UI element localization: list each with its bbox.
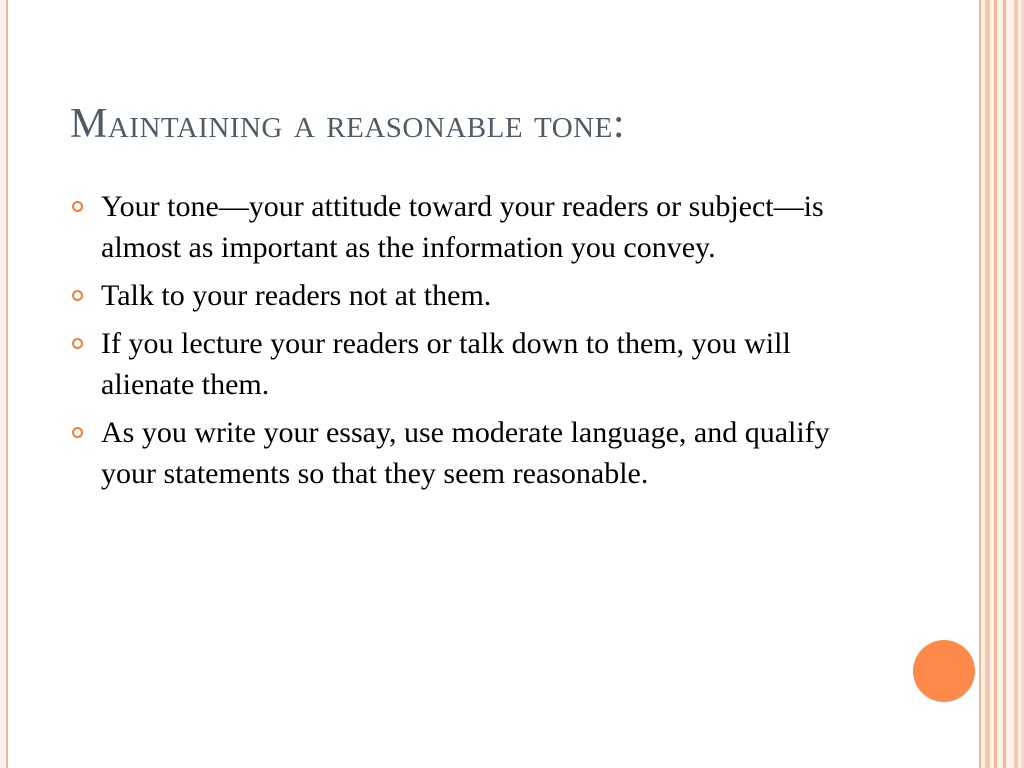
bullet-text: As you write your essay, use moderate language, and qualify your statements so that they seem reasonable.: [101, 416, 830, 490]
bullet-text: If you lecture your readers or talk down to them, you will alienate them.: [101, 327, 791, 401]
bullet-item: [70, 412, 890, 494]
bullet-item: [70, 323, 890, 405]
bullet-text: Talk to your readers not at them.: [101, 279, 492, 312]
bullet-text: Your tone—your attitude toward your readers or subject—is almost as important as the information you convey.: [101, 190, 824, 264]
accent-circle-decoration: [913, 640, 975, 702]
decorative-stripe: [994, 0, 997, 768]
circle-bullet-icon: [72, 290, 83, 301]
circle-bullet-icon: [72, 338, 83, 349]
bullet-item: [70, 275, 890, 316]
decorative-stripe: [1014, 0, 1018, 768]
slide-title: Maintaining a reasonable tone:: [70, 101, 625, 147]
bullet-item: [70, 186, 890, 268]
content-panel: [6, 0, 981, 768]
decorative-stripe: [985, 0, 990, 768]
decorative-stripe: [1003, 0, 1006, 768]
circle-bullet-icon: [72, 201, 83, 212]
circle-bullet-icon: [72, 427, 83, 438]
bullet-list: [70, 186, 890, 501]
